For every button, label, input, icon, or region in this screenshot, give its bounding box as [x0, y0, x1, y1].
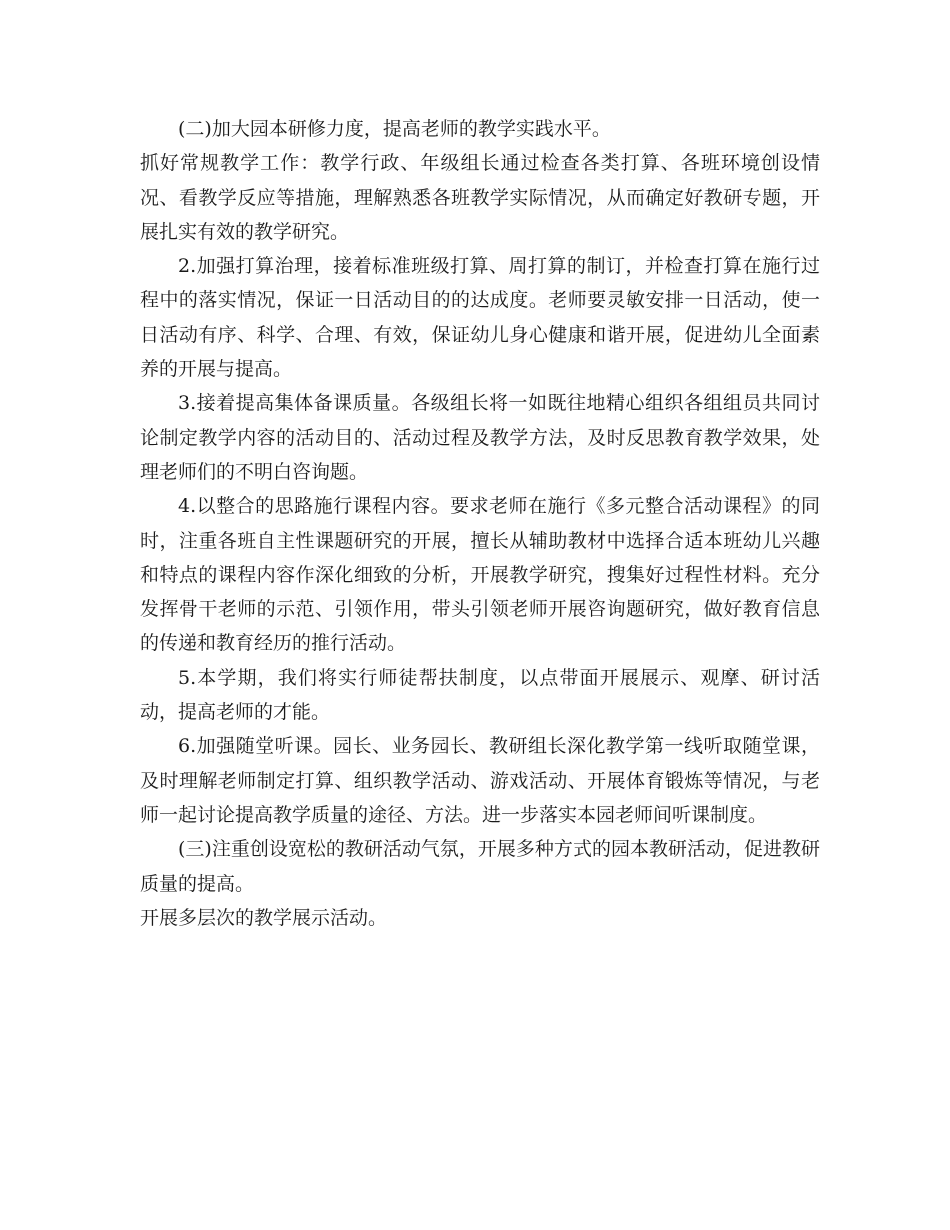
paragraph-item-5: 5.本学期，我们将实行师徒帮扶制度，以点带面开展展示、观摩、研讨活动，提高老师的才能。 [140, 666, 820, 724]
paragraph-item-6: 6.加强随堂听课。园长、业务园长、教研组长深化教学第一线听取随堂课，及时理解老师制定打算、组织教学活动、游戏活动、开展体育锻炼等情况，与老师一起讨论提高教学质量的途径、方法。进一步落实本园老师间听课制度。 [140, 735, 820, 826]
document-page [140, 112, 820, 935]
section-heading-3: (三)注重创设宽松的教研活动气氛，开展多种方式的园本教研活动，促进教研质量的提高。 [140, 838, 820, 895]
section-heading-2: (二)加大园本研修力度，提高老师的教学实践水平。 [178, 118, 611, 140]
paragraph-item-3: 3.接着提高集体备课质量。各级组长将一如既往地精心组织各组组员共同讨论制定教学内容的活动目的、活动过程及教学方法，及时反思教育教学效果，处理老师们的不明白咨询题。 [140, 392, 820, 483]
paragraph-item-2: 2.加强打算治理，接着标准班级打算、周打算的制订，并检查打算在施行过程中的落实情况，保证一日活动目的的达成度。老师要灵敏安排一日活动，使一日活动有序、科学、合理、有效，保证幼儿身心健康和谐开展，促进幼儿全面素养的开展与提高。 [140, 255, 820, 381]
paragraph-teaching-showcase: 开展多层次的教学展示活动。 [140, 906, 388, 929]
paragraph-item-4: 4.以整合的思路施行课程内容。要求老师在施行《多元整合活动课程》的同时，注重各班自主性课题研究的开展，擅长从辅助教材中选择合适本班幼儿兴趣和特点的课程内容作深化细致的分析，开展教学研究，搜集好过程性材料。充分发挥骨干老师的示范、引领作用，带头引领老师开展咨询题研究，做好教育信息的传递和教育经历的推行活动。 [140, 495, 820, 655]
paragraph-routine-teaching: 抓好常规教学工作：教学行政、年级组长通过检查各类打算、各班环境创设情况、看教学反应等措施，理解熟悉各班教学实际情况，从而确定好教研专题，开展扎实有效的教学研究。 [140, 152, 820, 243]
